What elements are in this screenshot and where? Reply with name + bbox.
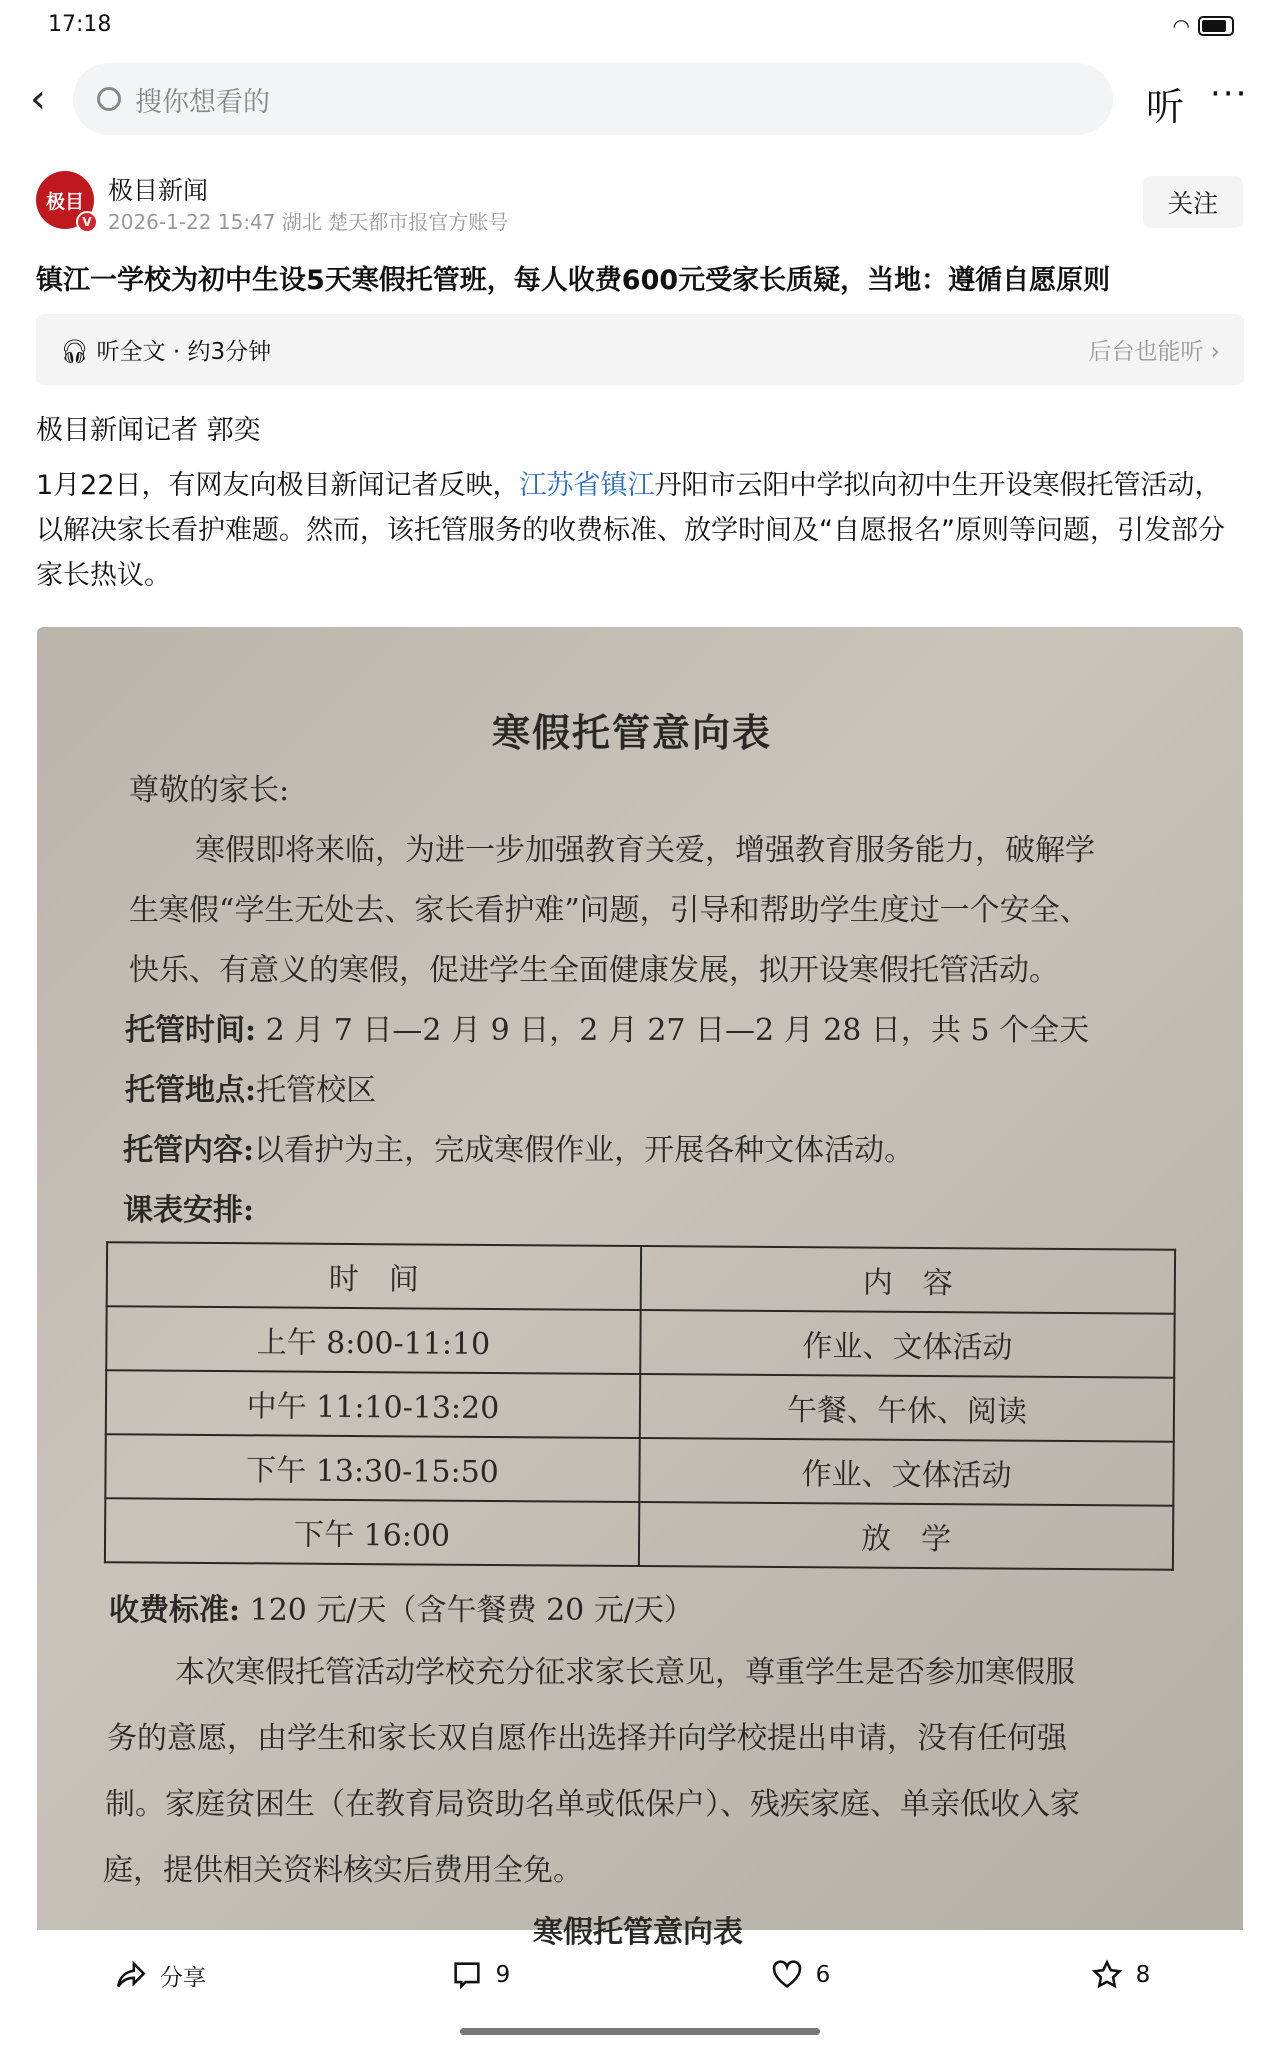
table-cell: 作业、文体活动: [639, 1438, 1173, 1506]
doc-intro-line: 寒假即将来临，为进一步加强教育关爱，增强教育服务能力，破解学: [195, 833, 1095, 868]
table-cell: 中午 11:10-13:20: [106, 1370, 640, 1438]
headphones-icon: 🎧︎: [60, 339, 90, 365]
location-link[interactable]: 江苏省镇江: [519, 470, 655, 501]
doc-title: 寒假托管意向表: [492, 710, 773, 755]
doc-place-value: 托管校区: [256, 1073, 377, 1108]
article-meta: 2026-1-22 15:47 湖北 楚天都市报官方账号: [108, 210, 509, 234]
favorite-count: 8: [1135, 1962, 1151, 1988]
doc-closing-line: 务的意愿，由学生和家长双自愿作出选择并向学校提出申请，没有任何强: [107, 1721, 1067, 1756]
doc-place-label: 托管地点:: [125, 1073, 257, 1108]
like-button[interactable]: [640, 1940, 960, 2010]
background-listen-link[interactable]: 后台也能听 ›: [1088, 339, 1220, 365]
table-cell: 午餐、午休、阅读: [640, 1374, 1174, 1442]
share-label: 分享: [160, 1964, 206, 1991]
table-cell: 上午 8:00-11:10: [106, 1306, 640, 1374]
listen-full-text-bar[interactable]: [36, 314, 1244, 385]
table-cell: 下午 13:30-15:50: [105, 1434, 639, 1502]
search-input[interactable]: [73, 63, 1113, 135]
author-name[interactable]: 极目新闻: [108, 176, 209, 205]
table-cell: 下午 16:00: [105, 1498, 639, 1566]
table-header: 内 容: [641, 1246, 1175, 1314]
status-icons: [1173, 14, 1234, 38]
more-button[interactable]: ···: [1210, 74, 1249, 114]
doc-time-value: 2 月 7 日—2 月 9 日，2 月 27 日—2 月 28 日，共 5 个全天: [265, 1013, 1090, 1048]
comment-icon: [450, 1958, 484, 1992]
comment-count: 9: [495, 1962, 511, 1988]
table-row: [106, 1370, 1174, 1441]
doc-content-label: 托管内容:: [123, 1133, 255, 1168]
battery-icon: [1198, 16, 1234, 36]
byline: 极目新闻记者 郭奕: [36, 415, 261, 446]
star-icon: [1090, 1958, 1124, 1992]
wifi-icon: ◠: [1172, 14, 1190, 38]
home-indicator[interactable]: [460, 2028, 820, 2035]
schedule-table: [104, 1241, 1176, 1570]
table-row: [106, 1306, 1174, 1377]
status-time: 17:18: [48, 12, 112, 37]
doc-time-label: 托管时间:: [125, 1013, 257, 1048]
search-placeholder: 搜你想看的: [135, 86, 270, 118]
avatar-text: 极目: [45, 190, 84, 213]
back-button[interactable]: ‹: [30, 76, 46, 122]
doc-fee-label: 收费标准:: [109, 1593, 241, 1628]
share-button[interactable]: [0, 1940, 320, 2010]
verified-badge-icon: V: [76, 211, 98, 233]
table-cell: 放 学: [639, 1502, 1173, 1570]
listen-full-label: 听全文 · 约3分钟: [96, 339, 272, 365]
avatar[interactable]: [36, 171, 94, 229]
doc-closing-line: 制。家庭贫困生（在教育局资助名单或低保户）、残疾家庭、单亲低收入家: [105, 1787, 1080, 1822]
article-photo[interactable]: [37, 627, 1243, 1950]
table-header-row: [107, 1242, 1175, 1313]
heart-icon: [770, 1958, 804, 1992]
comment-button[interactable]: [320, 1940, 640, 2010]
table-header: 时 间: [107, 1242, 641, 1310]
para-text: 丹阳市云阳中学拟向初中生开设寒假托管活动，以解决家长看护难题。然而，该托管服务的收费标准、放学时间及“自愿报名”原则等问题，引发部分家长热议。: [36, 470, 1225, 591]
search-icon: [97, 87, 121, 111]
doc-schedule-label: 课表安排:: [123, 1193, 255, 1228]
doc-closing-line: 本次寒假托管活动学校充分征求家长意见，尊重学生是否参加寒假服: [175, 1655, 1075, 1690]
favorite-button[interactable]: [960, 1940, 1280, 2010]
table-cell: 作业、文体活动: [640, 1310, 1174, 1378]
action-bar: [0, 1940, 1280, 2010]
article-title: 镇江一学校为初中生设5天寒假托管班，每人收费600元受家长质疑，当地：遵循自愿原则: [36, 265, 1111, 296]
article-paragraph: [36, 463, 1248, 598]
doc-intro-line: 生寒假“学生无处去、家长看护难”问题，引导和帮助学生度过一个安全、: [129, 893, 1090, 928]
doc-intro-line: 快乐、有意义的寒假，促进学生全面健康发展，拟开设寒假托管活动。: [129, 953, 1059, 988]
follow-button[interactable]: 关注: [1143, 176, 1243, 228]
share-icon: [114, 1958, 148, 1992]
listen-button[interactable]: 听: [1146, 85, 1185, 129]
doc-greeting: 尊敬的家长:: [129, 773, 290, 808]
table-row: [105, 1434, 1173, 1505]
doc-closing-line: 庭，提供相关资料核实后费用全免。: [103, 1853, 583, 1888]
doc-content-value: 以看护为主，完成寒假作业，开展各种文体活动。: [254, 1133, 915, 1168]
para-text: 1月22日，有网友向极目新闻记者反映，: [36, 470, 520, 501]
doc-footer-title: 寒假托管意向表: [533, 1915, 743, 1950]
like-count: 6: [815, 1962, 831, 1988]
table-row: [105, 1498, 1173, 1569]
doc-fee-value: 120 元/天（含午餐费 20 元/天）: [249, 1593, 694, 1628]
